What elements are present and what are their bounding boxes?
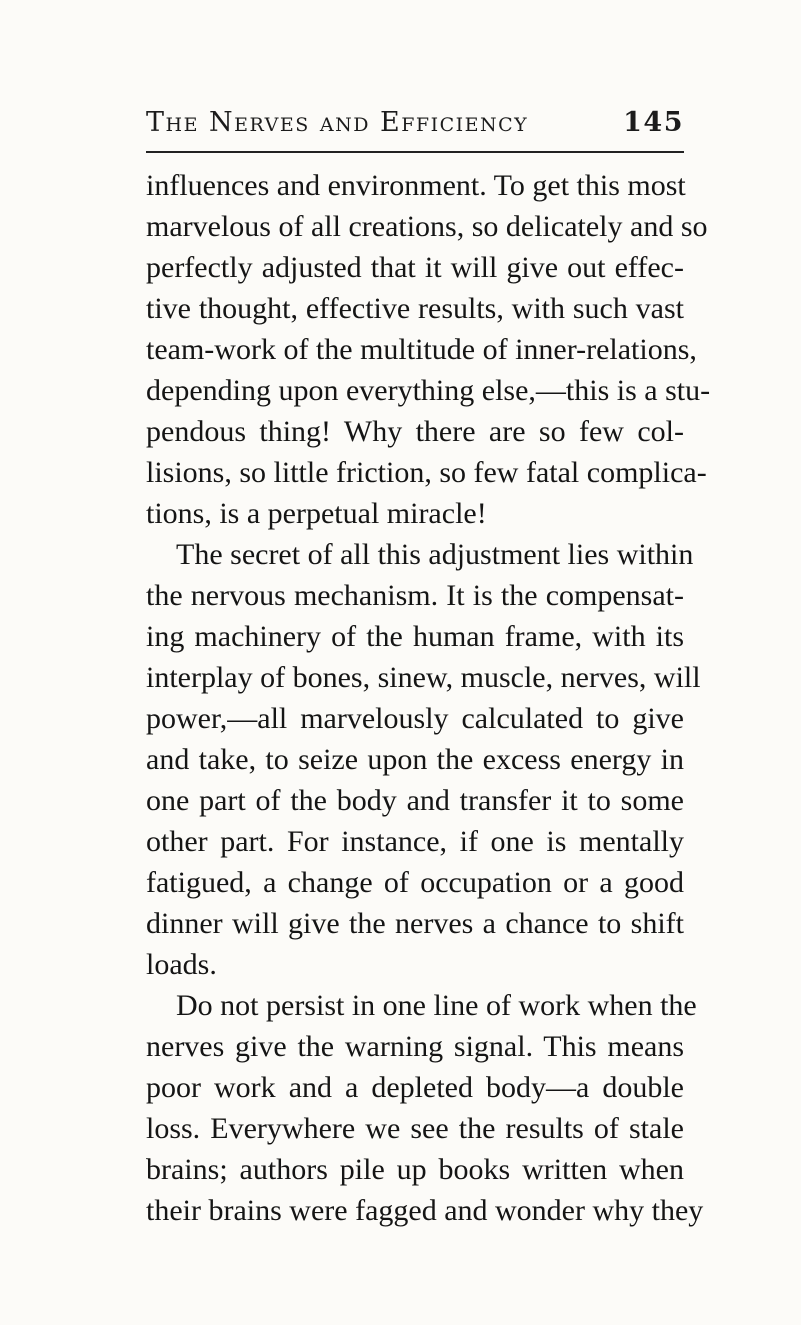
text-line: tions, is a perpetual miracle! (146, 497, 487, 530)
page-number: 145 (623, 107, 684, 138)
text-line: loads. (146, 948, 217, 981)
text-line: one part of the body and transfer it to some (146, 784, 684, 817)
text-line: fatigued, a change of occupation or a good (146, 866, 684, 899)
text-line: tive thought, effective results, with such vast (146, 292, 684, 325)
text-line: the nervous mechanism. It is the compensat- (146, 579, 684, 612)
text-line: marvelous of all creations, so delicately and so (146, 210, 708, 243)
text-line: The secret of all this adjustment lies within (176, 538, 694, 571)
text-line: loss. Everywhere we see the results of stale (146, 1112, 684, 1145)
text-line: influences and environment. To get this most (146, 169, 686, 202)
text-line: brains; authors pile up books written when (146, 1153, 684, 1186)
text-line: other part. For instance, if one is mentally (146, 825, 684, 858)
text-line: Do not persist in one line of work when the (176, 989, 697, 1022)
text-line: and take, to seize upon the excess energy in (146, 743, 684, 776)
text-line: lisions, so little friction, so few fatal complica- (146, 456, 707, 489)
text-line: interplay of bones, sinew, muscle, nerves, will (146, 661, 701, 694)
text-line: pendous thing! Why there are so few col- (146, 415, 684, 448)
text-line: perfectly adjusted that it will give out effec- (146, 251, 684, 284)
text-line: poor work and a depleted body—a double (146, 1071, 684, 1104)
text-line: their brains were fagged and wonder why they (146, 1194, 704, 1227)
text-line: team-work of the multitude of inner-relations, (146, 333, 697, 366)
running-head-title: The Nerves and Efficiency (146, 107, 529, 138)
text-line: depending upon everything else,—this is a stu- (146, 374, 711, 407)
text-line: power,—all marvelously calculated to give (146, 702, 684, 735)
text-line: dinner will give the nerves a chance to shift (146, 907, 684, 940)
text-line: nerves give the warning signal. This means (146, 1030, 684, 1063)
text-line: ing machinery of the human frame, with its (146, 620, 684, 653)
